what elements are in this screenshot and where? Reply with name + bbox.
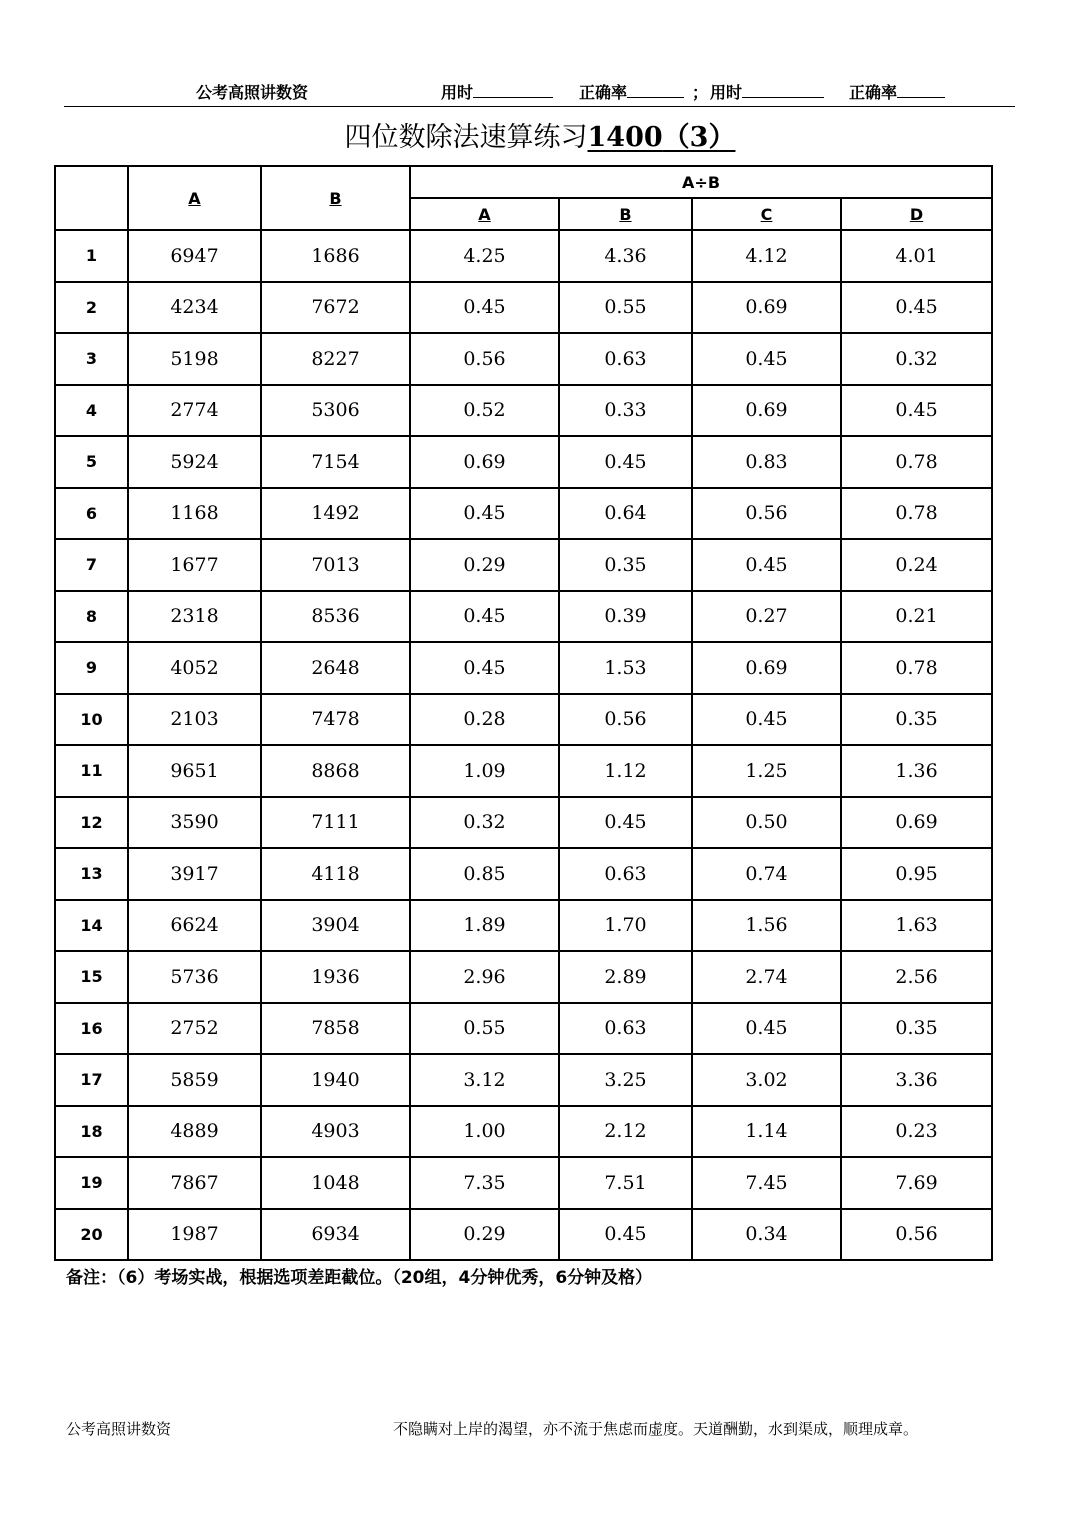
option-d-cell: 7.69 [841,1157,992,1209]
option-c-cell: 0.45 [692,1003,841,1055]
value-a-cell: 6624 [128,900,261,952]
value-a-cell: 2103 [128,694,261,746]
option-d-cell: 2.56 [841,951,992,1003]
practice-table [54,165,993,1261]
option-b-cell: 0.33 [559,385,692,437]
value-a-cell: 5198 [128,333,261,385]
option-a-cell: 0.85 [410,848,559,900]
option-b-cell: 1.70 [559,900,692,952]
option-c-cell: 4.12 [692,230,841,282]
option-d-cell: 0.69 [841,797,992,849]
value-b-cell: 7154 [261,436,410,488]
value-a-cell: 2774 [128,385,261,437]
title-text: 四位数除法速算练习 [344,122,588,153]
option-c-cell: 1.56 [692,900,841,952]
option-d-cell: 0.21 [841,591,992,643]
row-index: 1 [55,230,128,282]
value-b-cell: 3904 [261,900,410,952]
footer-motto: 不隐瞒对上岸的渴望，亦不流于焦虑而虚度。天道酬勤，水到渠成，顺理成章。 [393,1420,919,1438]
option-a-cell: 7.35 [410,1157,559,1209]
option-c-cell: 2.74 [692,951,841,1003]
time-field-2[interactable] [710,80,824,103]
option-c-cell: 0.50 [692,797,841,849]
accuracy-field-2[interactable] [849,80,945,103]
col-b-header: B [261,166,410,230]
option-b-cell: 0.45 [559,436,692,488]
row-index: 4 [55,385,128,437]
accuracy-blank-2[interactable] [897,81,945,98]
option-b-cell: 2.12 [559,1106,692,1158]
option-b-cell: 3.25 [559,1054,692,1106]
option-c-cell: 0.27 [692,591,841,643]
option-a-cell: 3.12 [410,1054,559,1106]
option-a-cell: 0.69 [410,436,559,488]
table-row [55,694,992,746]
option-d-header: D [841,198,992,230]
option-a-cell: 2.96 [410,951,559,1003]
value-a-cell: 5859 [128,1054,261,1106]
option-a-cell: 1.00 [410,1106,559,1158]
option-d-cell: 1.63 [841,900,992,952]
option-b-cell: 0.35 [559,539,692,591]
accuracy-blank-1[interactable] [627,81,684,98]
value-b-cell: 7111 [261,797,410,849]
option-b-cell: 0.63 [559,1003,692,1055]
option-b-cell: 0.45 [559,1209,692,1261]
option-d-cell: 0.95 [841,848,992,900]
header-separator: ； [692,83,709,102]
value-b-cell: 8227 [261,333,410,385]
row-index: 18 [55,1106,128,1158]
option-c-cell: 0.69 [692,385,841,437]
option-a-cell: 0.52 [410,385,559,437]
option-c-cell: 1.25 [692,745,841,797]
option-b-header: B [559,198,692,230]
option-d-cell: 0.45 [841,385,992,437]
row-index: 13 [55,848,128,900]
value-b-cell: 8868 [261,745,410,797]
option-a-cell: 0.45 [410,591,559,643]
option-b-cell: 0.45 [559,797,692,849]
option-c-cell: 0.69 [692,642,841,694]
time-label-1: 用时 [441,83,474,102]
option-d-cell: 0.24 [841,539,992,591]
option-a-cell: 1.89 [410,900,559,952]
note-text: 备注：（6）考场实战，根据选项差距截位。（20组，4分钟优秀，6分钟及格） [66,1268,653,1288]
value-a-cell: 6947 [128,230,261,282]
option-a-cell: 4.25 [410,230,559,282]
value-a-cell: 4889 [128,1106,261,1158]
option-b-cell: 4.36 [559,230,692,282]
row-index: 15 [55,951,128,1003]
value-a-cell: 9651 [128,745,261,797]
value-a-cell: 1987 [128,1209,261,1261]
option-b-cell: 0.63 [559,848,692,900]
header-divider [64,106,1015,107]
table-row [55,539,992,591]
option-c-cell: 0.45 [692,694,841,746]
row-index: 5 [55,436,128,488]
page-header [0,80,1080,104]
option-a-header: A [410,198,559,230]
header-brand: 公考高照讲数资 [196,83,309,102]
option-a-cell: 1.09 [410,745,559,797]
option-c-cell: 3.02 [692,1054,841,1106]
row-index: 8 [55,591,128,643]
row-index: 19 [55,1157,128,1209]
row-index: 9 [55,642,128,694]
accuracy-label-1: 正确率 [579,83,628,102]
col-a-header: A [128,166,261,230]
option-a-cell: 0.29 [410,1209,559,1261]
value-b-cell: 7858 [261,1003,410,1055]
value-a-cell: 7867 [128,1157,261,1209]
option-a-cell: 0.45 [410,282,559,334]
option-c-cell: 0.56 [692,488,841,540]
row-index: 20 [55,1209,128,1261]
option-d-cell: 0.45 [841,282,992,334]
table-row [55,745,992,797]
group-header: A÷B [410,166,992,198]
option-c-cell: 0.45 [692,539,841,591]
option-d-cell: 0.32 [841,333,992,385]
value-b-cell: 1940 [261,1054,410,1106]
title-suffix: （3） [662,122,736,153]
option-c-cell: 0.34 [692,1209,841,1261]
value-b-cell: 7672 [261,282,410,334]
table-row [55,900,992,952]
option-b-cell: 0.64 [559,488,692,540]
option-d-cell: 4.01 [841,230,992,282]
table-row [55,1054,992,1106]
page-title [0,120,1080,156]
table-row [55,1106,992,1158]
option-a-cell: 0.29 [410,539,559,591]
option-b-cell: 0.63 [559,333,692,385]
option-c-cell: 1.14 [692,1106,841,1158]
table-row [55,436,992,488]
table-row [55,230,992,282]
footer-brand: 公考高照讲数资 [66,1420,172,1438]
table-row [55,385,992,437]
option-b-cell: 2.89 [559,951,692,1003]
option-d-cell: 0.78 [841,488,992,540]
row-index: 2 [55,282,128,334]
index-header [55,166,128,230]
option-b-cell: 1.53 [559,642,692,694]
value-b-cell: 1048 [261,1157,410,1209]
value-a-cell: 3590 [128,797,261,849]
value-a-cell: 4234 [128,282,261,334]
value-b-cell: 1492 [261,488,410,540]
row-index: 11 [55,745,128,797]
option-a-cell: 0.45 [410,488,559,540]
table-row [55,797,992,849]
row-index: 3 [55,333,128,385]
value-a-cell: 2318 [128,591,261,643]
option-b-cell: 0.56 [559,694,692,746]
table-row [55,1003,992,1055]
option-d-cell: 0.35 [841,694,992,746]
row-index: 7 [55,539,128,591]
row-index: 16 [55,1003,128,1055]
table-row [55,591,992,643]
value-a-cell: 1677 [128,539,261,591]
accuracy-field-1[interactable] [579,80,684,103]
table-row [55,1157,992,1209]
value-b-cell: 6934 [261,1209,410,1261]
option-b-cell: 0.39 [559,591,692,643]
row-index: 6 [55,488,128,540]
table-row [55,333,992,385]
row-index: 17 [55,1054,128,1106]
option-b-cell: 1.12 [559,745,692,797]
value-b-cell: 1936 [261,951,410,1003]
value-b-cell: 8536 [261,591,410,643]
value-a-cell: 5736 [128,951,261,1003]
value-b-cell: 4118 [261,848,410,900]
option-b-cell: 0.55 [559,282,692,334]
value-a-cell: 4052 [128,642,261,694]
option-a-cell: 0.32 [410,797,559,849]
value-a-cell: 2752 [128,1003,261,1055]
option-d-cell: 3.36 [841,1054,992,1106]
title-number: 1400 [587,122,663,153]
option-c-header: C [692,198,841,230]
time-blank-1[interactable] [473,81,553,98]
time-blank-2[interactable] [742,81,824,98]
table-row [55,951,992,1003]
option-a-cell: 0.45 [410,642,559,694]
table-row [55,488,992,540]
table-row [55,848,992,900]
value-b-cell: 1686 [261,230,410,282]
option-a-cell: 0.55 [410,1003,559,1055]
value-a-cell: 1168 [128,488,261,540]
option-a-cell: 0.28 [410,694,559,746]
option-d-cell: 0.78 [841,436,992,488]
option-b-cell: 7.51 [559,1157,692,1209]
value-b-cell: 4903 [261,1106,410,1158]
table-row [55,642,992,694]
time-field-1[interactable] [441,80,553,103]
option-c-cell: 0.83 [692,436,841,488]
value-b-cell: 7478 [261,694,410,746]
table-body [55,230,992,1260]
option-c-cell: 7.45 [692,1157,841,1209]
time-label-2: 用时 [710,83,743,102]
option-d-cell: 0.35 [841,1003,992,1055]
option-a-cell: 0.56 [410,333,559,385]
option-d-cell: 0.78 [841,642,992,694]
value-a-cell: 5924 [128,436,261,488]
row-index: 10 [55,694,128,746]
value-a-cell: 3917 [128,848,261,900]
option-d-cell: 1.36 [841,745,992,797]
option-d-cell: 0.23 [841,1106,992,1158]
table-row [55,1209,992,1261]
option-d-cell: 0.56 [841,1209,992,1261]
option-c-cell: 0.69 [692,282,841,334]
row-index: 12 [55,797,128,849]
option-c-cell: 0.74 [692,848,841,900]
value-b-cell: 2648 [261,642,410,694]
table-row [55,282,992,334]
accuracy-label-2: 正确率 [849,83,898,102]
option-c-cell: 0.45 [692,333,841,385]
row-index: 14 [55,900,128,952]
value-b-cell: 7013 [261,539,410,591]
value-b-cell: 5306 [261,385,410,437]
